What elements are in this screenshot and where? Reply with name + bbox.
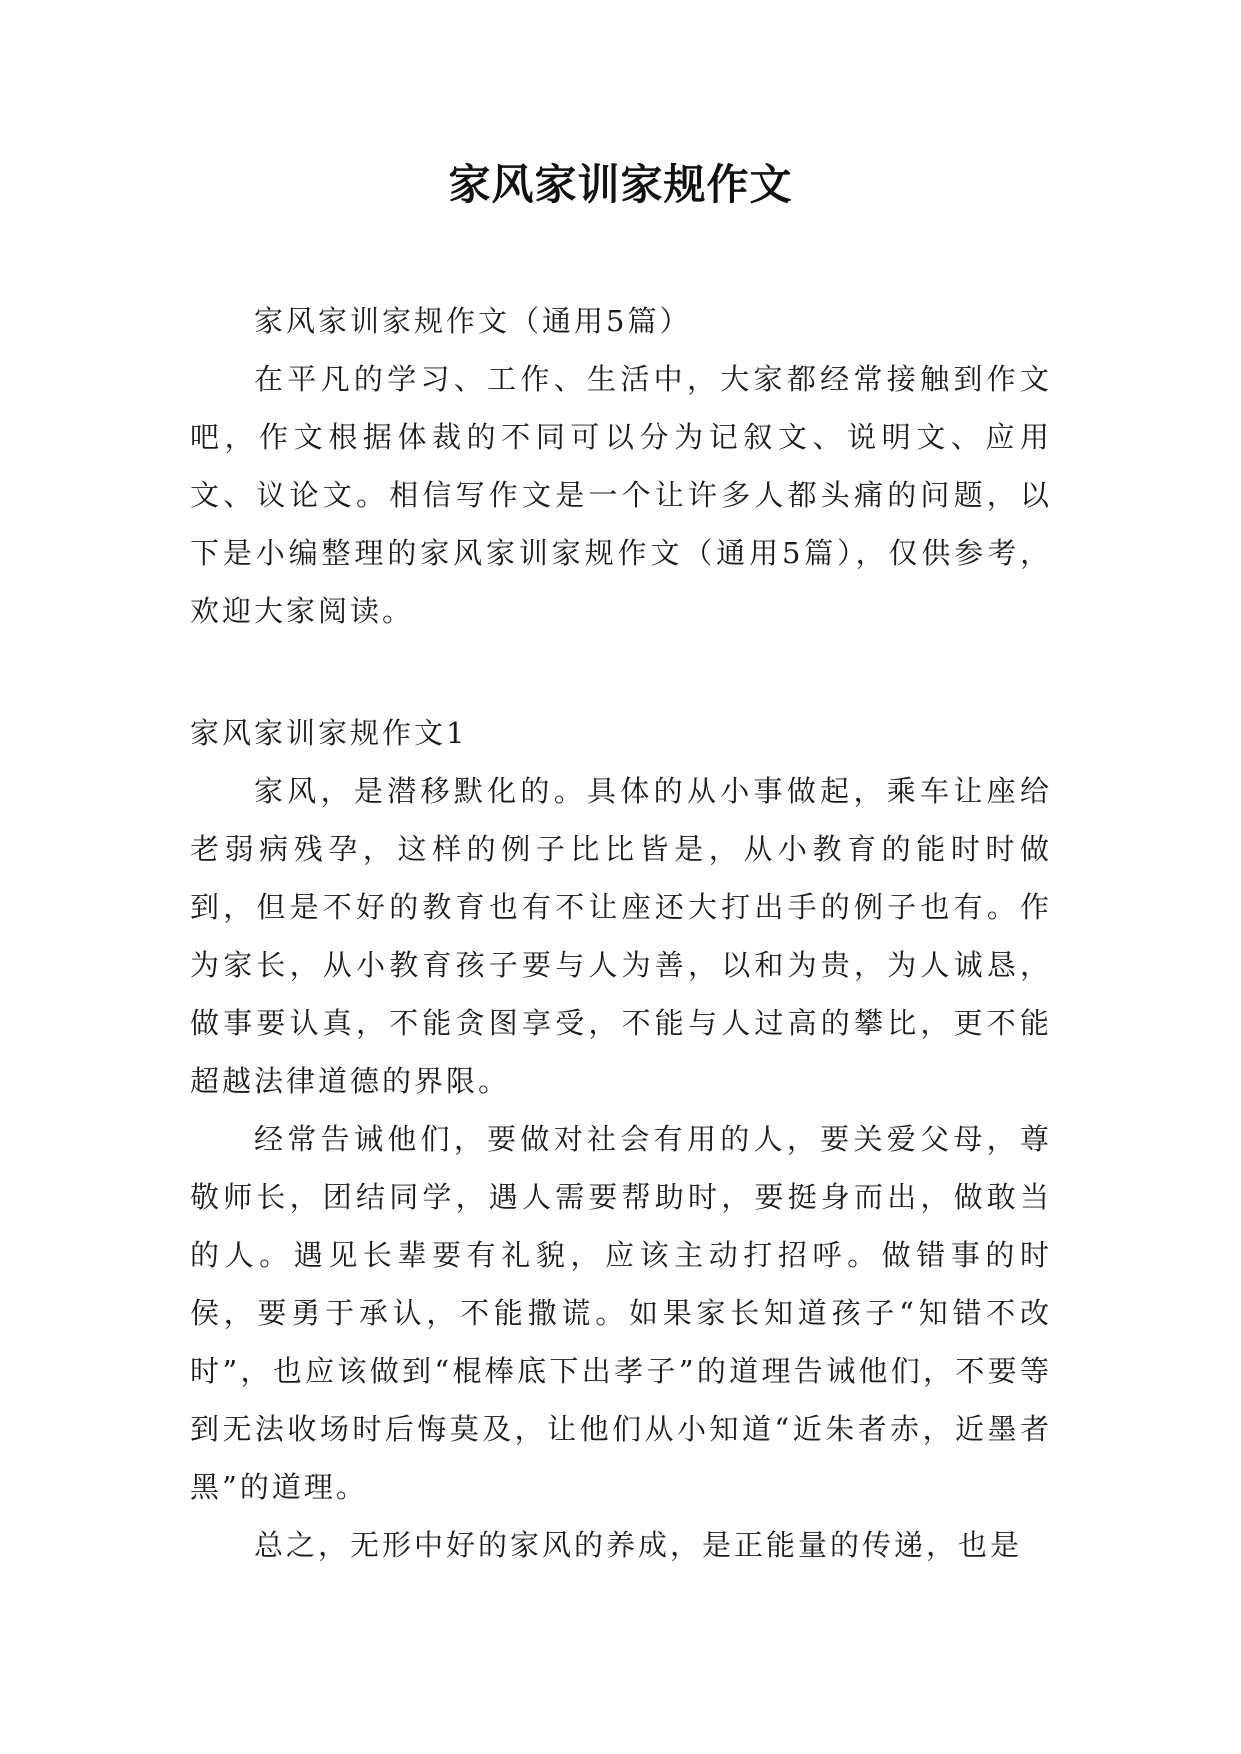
body-paragraph: 经常告诫他们，要做对社会有用的人，要关爱父母，尊敬师长，团结同学，遇人需要帮助时，要挺身而出，做敢当的人。遇见长辈要有礼貌，应该主动打招呼。做错事的时侯，要勇于承认，不能撒谎。如果家长知道孩子“知错不改时”，也应该做到“棍棒底下出孝子”的道理告诫他们，不要等到无法收场时后悔莫及，让他们从小知道“近朱者赤，近墨者黑”的道理。: [190, 1122, 1052, 1504]
section-spacer: [190, 640, 1052, 704]
intro-paragraph: 在平凡的学习、工作、生活中，大家都经常接触到作文吧，作文根据体裁的不同可以分为记叙文、说明文、应用文、议论文。相信写作文是一个让许多人都头痛的问题，以下是小编整理的家风家训家规作文（通用5篇），仅供参考，欢迎大家阅读。: [190, 362, 1052, 628]
body-paragraph: 家风，是潜移默化的。具体的从小事做起，乘车让座给老弱病残孕，这样的例子比比皆是，从小教育的能时时做到，但是不好的教育也有不让座还大打出手的例子也有。作为家长，从小教育孩子要与人为善，以和为贵，为人诚恳，做事要认真，不能贪图享受，不能与人过高的攀比，更不能超越法律道德的界限。: [190, 774, 1052, 1098]
document-title: 家风家训家规作文: [448, 160, 793, 209]
body-paragraph: 总之，无形中好的家风的养成，是正能量的传递，也是: [254, 1528, 1023, 1562]
section-heading: 家风家训家规作文1: [190, 716, 468, 750]
document-body: [190, 292, 1052, 1574]
document-subtitle: 家风家训家规作文（通用5篇）: [254, 304, 692, 338]
